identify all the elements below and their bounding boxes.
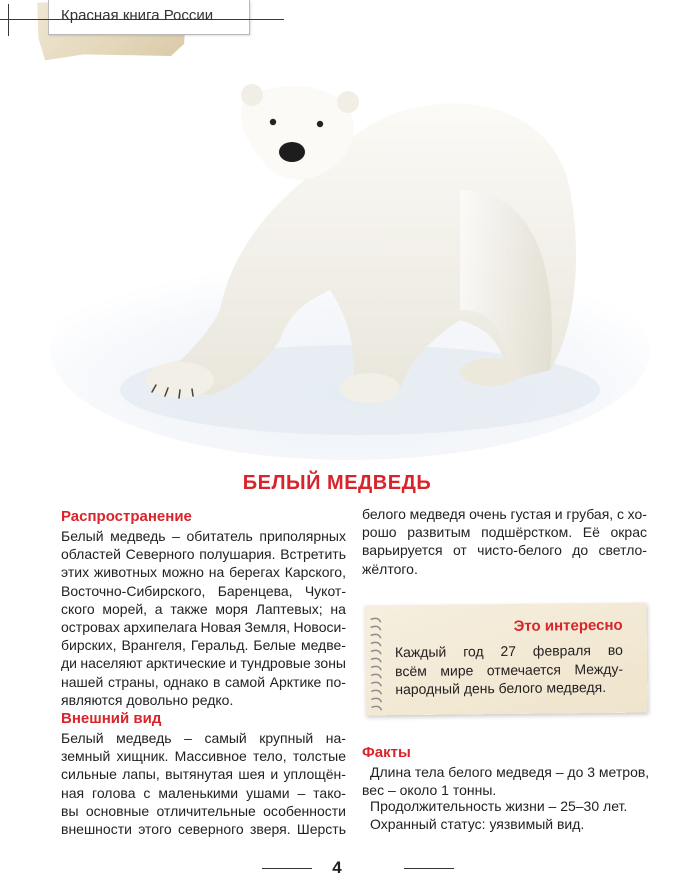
text-line: ского морей, а также моря Лаптевых; на (61, 600, 346, 617)
appearance-text (61, 729, 346, 838)
page-number: 4 (332, 858, 342, 877)
heading-distribution: Распространение (61, 508, 192, 525)
text-line: ная голова с маленькими ушами – тако- (61, 784, 346, 801)
text-line: всём мире отмечается Между- (395, 660, 624, 679)
text-line: Каждый год 27 февраля во (394, 641, 623, 661)
text-line: островах архипелага Новая Земля, Новоси- (61, 619, 346, 636)
fact-line: Длина тела белого медведя – до 3 метров, (370, 764, 650, 780)
heading-facts: Факты (362, 744, 411, 761)
text-line: белого медведя очень густая и грубая, с хо- (362, 506, 647, 522)
fact-line: Продолжительность жизни – 25–30 лет. (370, 798, 628, 814)
text-line: нашей страны, однако в самой Арктике по- (61, 673, 346, 690)
header-tick (8, 4, 9, 36)
text-line: варьируется от чисто-белого до светло- (362, 542, 647, 559)
spiral-binding-icon (369, 615, 384, 711)
interesting-note-card (364, 603, 647, 716)
text-line: жёлтого. (362, 560, 418, 577)
text-line: ди населяют арктические и тундровые зоны (61, 655, 346, 672)
text-line: рошо развитым подшёрстком. Её окрас (362, 524, 647, 541)
interesting-text (395, 641, 624, 699)
text-line: являются довольно редко. (61, 691, 234, 708)
text-line: бирских, Врангеля, Геральд. Белые медве- (61, 637, 346, 654)
fact-line: Охранный статус: уязвимый вид. (370, 816, 585, 832)
distribution-text (61, 527, 346, 709)
text-line: этих животных можно на берегах Карского, (61, 564, 346, 581)
text-line: внешности этого северного зверя. Шерсть (61, 821, 346, 838)
text-line: Белый медведь – обитатель приполярных (61, 528, 346, 544)
heading-appearance: Внешний вид (61, 710, 162, 727)
text-line: областей Северного полушария. Встретить (61, 546, 346, 563)
text-line: земный хищник. Массивное тело, толстые (61, 748, 346, 765)
text-line: вы основные отличительные особенности (61, 802, 346, 819)
fact-line: вес – около 1 тонны. (362, 782, 497, 798)
text-line: сильные лапы, вытянутая шея и уплощён- (61, 766, 346, 783)
heading-interesting: Это интересно (513, 616, 623, 635)
polar-bear-photo (30, 40, 650, 460)
text-line: Белый медведь – самый крупный на- (61, 730, 346, 746)
appearance-continuation (362, 505, 647, 578)
page-title: БЕЛЫЙ МЕДВЕДЬ (242, 472, 432, 494)
text-line: народный день белого медведя. (395, 678, 607, 698)
book-title: Красная книга России (61, 7, 214, 24)
text-line: Восточно-Сибирского, Баренцева, Чукот- (61, 582, 346, 599)
